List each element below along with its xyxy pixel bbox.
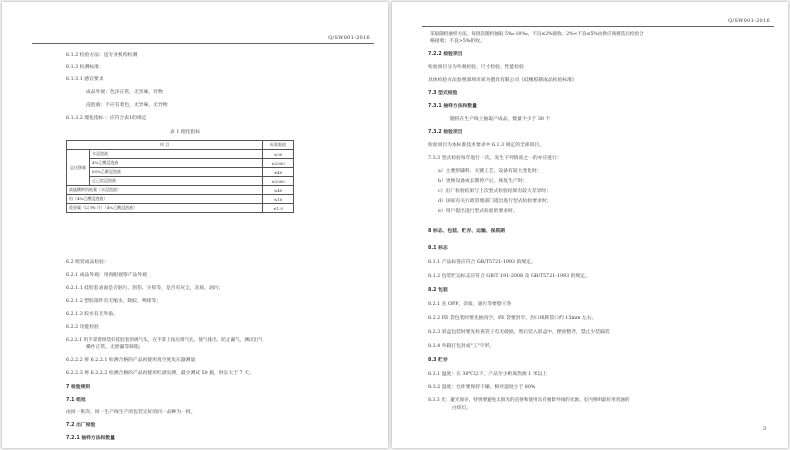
left-line-12: 6.2.2.1 用手拿着组装好硅胶套的吸气头，在手掌上按压排气孔，使气排出，防止漏气，测试出气 xyxy=(66,338,263,343)
left-line-18: 由同一班次、同一生产线生产的包装完好的同一品种为一批。 xyxy=(66,410,196,415)
table-cell: ≤40 xyxy=(263,186,294,195)
table-header-item: 项 目 xyxy=(67,141,263,150)
left-line-6: 6.2 组装成品检验： xyxy=(66,260,109,265)
table-cell: 4%乙酸浸泡液 xyxy=(90,159,263,168)
right-line-29: 白炽灯。 xyxy=(452,406,472,411)
right-line-6: 7.3.1 抽样方法和数量 xyxy=(428,104,477,109)
right-line-9: 检验项目为本标准技术要求中 6.1.3 规定的全部项目。 xyxy=(428,143,544,148)
table-header-row xyxy=(67,141,294,150)
right-line-1: 格接收；不良>5%拒收。 xyxy=(430,39,485,44)
right-line-21: 8.2.1 先 OPP，杂质，油污等要擦干净 xyxy=(428,302,512,307)
right-line-23: 8.2.3 彩盒包装时要先检查袋子有无破损，然后装入彩盒中，摆放整齐，禁止少装漏装 xyxy=(428,330,610,335)
left-line-8: 6.2.1.1 硅胶套表面是否脏污、刮伤、少胶等，是否有灰尘，杂质，油污； xyxy=(66,286,224,291)
left-line-13: 操作正常，无泄漏等缺陷； xyxy=(86,345,144,350)
left-line-11: 6.2.2 功能检验 xyxy=(66,325,99,330)
table-caption: 表 1 理化指标 xyxy=(170,130,201,135)
table-cell: 铅（4%乙酸浸泡液） xyxy=(67,195,263,204)
table-cell: ≤30 xyxy=(263,150,294,159)
table-cell: ≤1.0 xyxy=(263,204,294,213)
left-line-7: 6.2.1 成品外观：用肉眼观察产品外观 xyxy=(66,273,147,278)
right-line-8: 7.3.2 检验项目 xyxy=(428,130,463,135)
left-line-5: 6.1.3.2 理化指标 ：应符合表1的规定 xyxy=(66,116,147,121)
table-cell: 重金属（以 Pb 计）（4%乙酸浸泡液） xyxy=(67,204,263,213)
left-line-4: 浸泡液：不应有着色，无异味、无异物 xyxy=(86,103,168,108)
table-header-limit: 标准限值 xyxy=(263,141,294,150)
right-line-14: d）国家有关行政管理部门提出进行型式检验要求时； xyxy=(438,199,552,204)
left-line-20: 7.2.1 抽样方法和数量 xyxy=(66,436,115,441)
right-line-11: a）主要原辅料、关键工艺、设备有较大变化时； xyxy=(438,169,542,174)
right-line-12: b）更换设备或长期停产后，恢复生产时； xyxy=(438,179,528,184)
table-row xyxy=(67,177,294,186)
right-page-number: 3 xyxy=(762,426,766,432)
right-header-rule xyxy=(422,26,774,27)
right-line-18: 8.1.1 产品标签应符合 GB/T5721-1993 的规定。 xyxy=(428,260,536,265)
right-line-17: 8.1 标志 xyxy=(428,246,448,251)
right-line-22: 8.2.2 PE 袋包装时要先抽真空，PE 袋要封牢，封口线距袋口约 15mm 左右。 xyxy=(428,316,597,321)
right-line-3: 检验项目分为外观检验，尺寸检验，性能检验 xyxy=(428,65,524,70)
left-line-14: 6.2.2.2 将 6.2.2.1 检测合格的产品再使用真空度负压器测量 xyxy=(66,358,196,363)
right-page-header: Q/SW001-2016 xyxy=(728,18,770,24)
left-line-17: 7.1 组批 xyxy=(66,398,86,403)
right-line-16: 8 标志、包装、贮存、运输、保质期 xyxy=(428,229,505,234)
left-header-rule xyxy=(32,43,374,44)
table-cell: 正己烷浸泡液 xyxy=(90,177,263,186)
table-cell: 水浸泡液 xyxy=(90,150,263,159)
right-line-24: 8.2.4 外箱打包封成"工"字形。 xyxy=(428,344,495,349)
right-line-5: 7.3 型式检验 xyxy=(428,91,458,96)
right-line-26: 8.3.1 温度：在 30℃以下，产品至少距离热源 1 米以上 xyxy=(428,372,548,377)
table-cell: ≤2000 xyxy=(263,177,294,186)
table-cell: ≤10 xyxy=(263,195,294,204)
table-row xyxy=(67,159,294,168)
table-cell: 65%乙醇浸泡液 xyxy=(90,168,263,177)
right-document-page xyxy=(392,2,788,448)
right-line-2: 7.2.2 检验项目 xyxy=(428,52,463,57)
left-document-page xyxy=(2,2,388,448)
right-line-13: c）出厂检验结果与上次型式检验结果有较大差异时； xyxy=(438,189,552,194)
table-row xyxy=(67,186,294,195)
right-line-0: 采取随机抽样方法，每批次随机抽取 5‰-10‰，不良≤2%接收；2%<不良≤5%由供应商挑选后检验合 xyxy=(430,32,644,37)
table-cell: 高锰酸钾消耗量（水浸泡液） xyxy=(67,186,263,195)
table-cell: ≤2000 xyxy=(263,159,294,168)
table-row xyxy=(67,168,294,177)
right-line-10: 7.3.3 型式检验每年进行一次，发生下列情况之一的亦应进行： xyxy=(428,156,562,161)
left-line-0: 6.1.2 检验方法：送专业机构检测 xyxy=(66,53,138,58)
right-line-27: 8.3.2 湿度：仓库要保持干燥，相对湿度小于 80% xyxy=(428,385,536,390)
left-line-2: 6.1.3.1 感官要求 xyxy=(66,77,104,82)
table-row xyxy=(67,150,294,159)
left-line-16: 7 检验规则 xyxy=(66,385,91,390)
right-line-15: e）用户提出进行型式检验的要求时。 xyxy=(438,209,518,214)
left-line-9: 6.2.1.2 塑胶部件有无缩水，缺胶，啤烽等； xyxy=(66,299,162,304)
right-line-4: 具体检验方法参照深圳市尚为德具有限公司《硅橡胶制成品检验标准》 xyxy=(428,78,577,83)
physicochemical-table xyxy=(66,140,294,213)
left-line-1: 6.1.3 检测标准： xyxy=(66,65,104,70)
right-line-20: 8.2 包装 xyxy=(428,288,448,293)
right-line-19: 8.1.2 包装贮运标志应符合 GB/T 191-2008 及 GB/T5721-1993 的规定。 xyxy=(428,274,590,279)
right-line-7: 随机在生产线上抽取产成品，数量不少于 30 个 xyxy=(450,117,551,122)
left-page-header: Q/SW001-2016 xyxy=(328,35,370,41)
table-row xyxy=(67,204,294,213)
table-group-label: 总迁移量 xyxy=(67,150,90,186)
right-line-28: 8.3.3 光：避光保存，特别要避免太阳光的直射和使用具有强紫外线的光源。室内照明最好用普通的 xyxy=(428,398,630,403)
table-row xyxy=(67,195,294,204)
right-line-25: 8.3 贮存 xyxy=(428,358,448,363)
left-line-3: 成品外观：色泽正常，无异味，异物 xyxy=(86,90,163,95)
left-line-10: 6.2.1.3 胶水有无外溢。 xyxy=(66,312,118,317)
table-cell: ≤40 xyxy=(263,168,294,177)
left-line-19: 7.2 出厂检验 xyxy=(66,423,96,428)
left-line-15: 6.2.2.3 将 6.2.2.2 检测合格的产品再使用红酒实测，最少测试 50 瓶，时长大于 7 天。 xyxy=(66,371,254,376)
